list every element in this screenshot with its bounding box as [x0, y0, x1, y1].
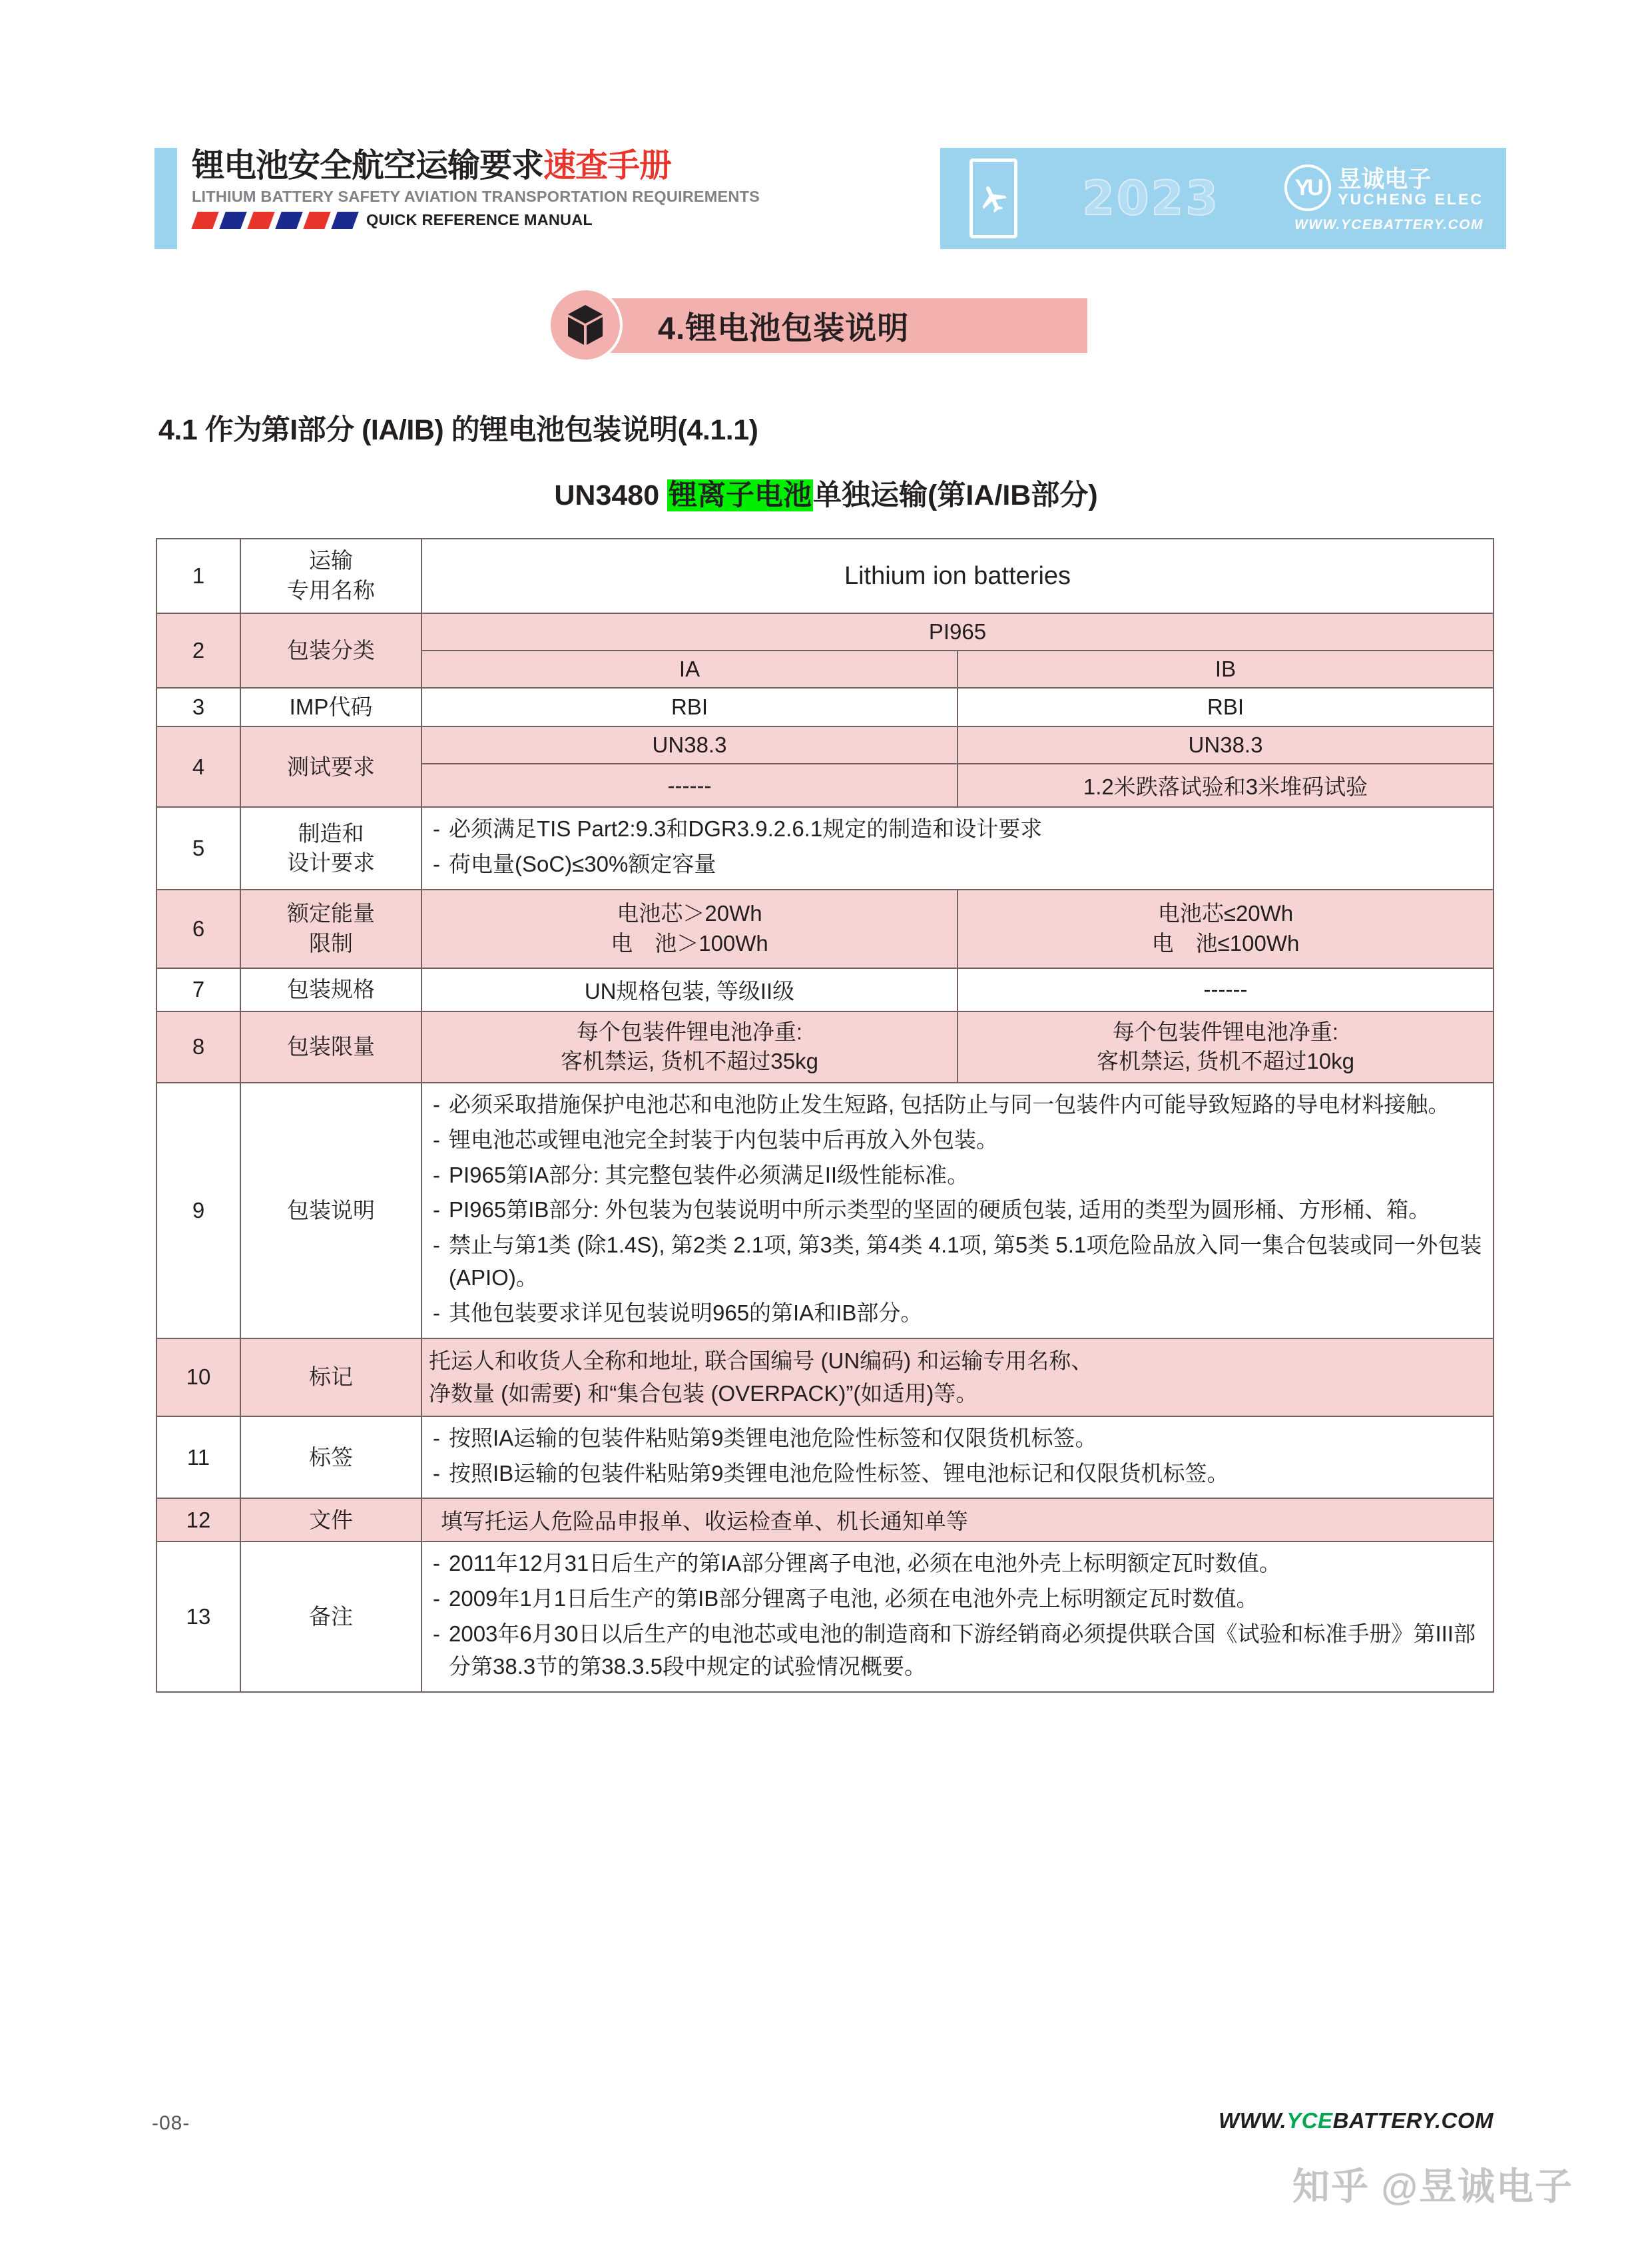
caption-un-number: UN3480 — [554, 479, 668, 511]
row-label-9: 包装说明 — [240, 1083, 421, 1338]
row-label-10: 标记 — [240, 1338, 421, 1416]
package-cube-glyph — [566, 304, 605, 346]
row-10-line1: 托运人和收货人全称和地址, 联合国编号 (UN编码) 和运输专用名称、 — [429, 1348, 1093, 1373]
stripe-red-2 — [247, 212, 274, 229]
row-6-value-ib — [958, 890, 1494, 968]
row-4-value-ia-bottom: ------ — [421, 764, 958, 807]
row-label-1 — [240, 539, 421, 613]
row-6-ib-line1: 电池芯≤20Wh — [1157, 901, 1294, 926]
list-item: - 2003年6月30日以后生产的电池芯或电池的制造商和下游经销商必须提供联合国《试验和标准手册》第III部分第38.3节的第38.3.5段中规定的试验情况概要。 — [429, 1618, 1486, 1683]
row-5-value-manufacture-design — [421, 807, 1494, 890]
list-item: - 必须采取措施保护电池芯和电池防止发生短路, 包括防止与同一包装件内可能导致短路的导电材料接触。 — [429, 1089, 1486, 1121]
brand-website-url: WWW.YCEBATTERY.COM — [1294, 216, 1484, 232]
row-4-value-ib-bottom: 1.2米跌落试验和3米堆码试验 — [958, 764, 1494, 807]
row-10-line2: 净数量 (如需要) 和“集合包装 (OVERPACK)”(如适用)等。 — [429, 1381, 978, 1406]
header-title-chinese — [192, 149, 760, 184]
header-blue-accent-bar — [154, 148, 177, 249]
row-8-value-ib — [958, 1011, 1494, 1083]
table-row — [156, 688, 1494, 726]
table-row — [156, 968, 1494, 1011]
stripe-blue-2 — [275, 212, 302, 229]
row-13-bullet-list — [429, 1547, 1486, 1683]
row-6-value-ia — [421, 890, 958, 968]
row-number-4: 4 — [156, 726, 240, 807]
header-left-titleblock — [154, 148, 940, 249]
table-row — [156, 1011, 1494, 1083]
list-item: - 禁止与第1类 (除1.4S), 第2类 2.1项, 第3类, 第4类 4.1项, 第5类 5.1项危险品放入同一集合包装或同一外包装 (APIO)。 — [429, 1229, 1486, 1294]
caption-highlight-lithium-ion: 锂离子电池 — [669, 479, 812, 511]
column-header-ia: IA — [421, 651, 958, 688]
row-8-ia-line2: 客机禁运, 货机不超过35kg — [561, 1049, 818, 1074]
table-caption-heading — [0, 473, 1652, 513]
row-label-7: 包装规格 — [240, 968, 421, 1011]
row-label-5-line2: 设计要求 — [287, 850, 375, 876]
row-label-6-line2: 限制 — [309, 930, 353, 956]
table-row — [156, 1083, 1494, 1338]
row-8-ib-line1: 每个包装件锂电池净重: — [1112, 1019, 1339, 1044]
row-number-13: 13 — [156, 1541, 240, 1691]
row-number-9: 9 — [156, 1083, 240, 1338]
list-item: - 荷电量(SoC)≤30%额定容量 — [429, 848, 1486, 881]
list-item: - 其他包装要求详见包装说明965的第IA和IB部分。 — [429, 1297, 1486, 1330]
row-6-ia-line2: 电 池＞100Wh — [611, 930, 768, 956]
row-label-11: 标签 — [240, 1416, 421, 1499]
row-number-8: 8 — [156, 1011, 240, 1083]
page-header — [154, 148, 1506, 249]
list-item: - PI965第IA部分: 其完整包装件必须满足II级性能标准。 — [429, 1159, 1486, 1192]
airplane-glyph — [977, 182, 1009, 214]
packing-instruction-table — [156, 538, 1494, 1693]
table-row — [156, 1498, 1494, 1541]
row-label-5-line1: 制造和 — [298, 820, 364, 846]
brand-logo-row — [1284, 164, 1484, 211]
table-row — [156, 539, 1494, 613]
list-item: - 2011年12月31日后生产的第IA部分锂离子电池, 必须在电池外壳上标明额定瓦时数值。 — [429, 1547, 1486, 1580]
table-row — [156, 613, 1494, 651]
flag-stripes-decoration — [192, 212, 356, 229]
table-row — [156, 1541, 1494, 1691]
row-8-ia-line1: 每个包装件锂电池净重: — [576, 1019, 803, 1044]
row-5-bullet-list — [429, 813, 1486, 881]
table-row — [156, 807, 1494, 890]
header-stripes-row — [192, 211, 760, 229]
row-11-bullet-list — [429, 1422, 1486, 1490]
section-banner-title: 4.锂电池包装说明 — [658, 310, 910, 346]
table-row — [156, 1338, 1494, 1416]
row-number-10: 10 — [156, 1338, 240, 1416]
header-title-english: LITHIUM BATTERY SAFETY AVIATION TRANSPORTATION REQUIREMENTS — [192, 187, 760, 205]
row-label-5 — [240, 807, 421, 890]
row-2-value-pi965: PI965 — [421, 613, 1494, 651]
row-label-3: IMP代码 — [240, 688, 421, 726]
row-number-6: 6 — [156, 890, 240, 968]
brand-name-chinese: 昱诚电子 — [1338, 166, 1432, 192]
subsection-heading-4-1: 4.1 作为第I部分 (IA/IB) 的锂电池包装说明(4.1.1) — [158, 414, 758, 446]
row-4-value-ia-top: UN38.3 — [421, 726, 958, 764]
row-6-ia-line1: 电池芯＞20Wh — [617, 901, 762, 926]
list-item: - 按照IB运输的包装件粘贴第9类锂电池危险性标签、锂电池标记和仅限货机标签。 — [429, 1458, 1486, 1490]
row-3-value-ib: RBI — [958, 688, 1494, 726]
row-label-1-line2: 专用名称 — [287, 578, 375, 603]
row-label-6 — [240, 890, 421, 968]
table-row — [156, 726, 1494, 764]
row-8-value-ia — [421, 1011, 958, 1083]
row-7-value-ia: UN规格包装, 等级II级 — [421, 968, 958, 1011]
table-row — [156, 1416, 1494, 1499]
row-4-value-ib-top: UN38.3 — [958, 726, 1494, 764]
header-title-cn-red: 速查手册 — [543, 148, 672, 184]
header-title-cn-black: 锂电池安全航空运输要求 — [192, 148, 544, 184]
footer-website-url — [1219, 2108, 1494, 2133]
row-10-value-marking — [421, 1338, 1494, 1416]
row-label-6-line1: 额定能量 — [287, 901, 375, 926]
row-number-12: 12 — [156, 1498, 240, 1541]
header-quick-reference-manual: QUICK REFERENCE MANUAL — [366, 210, 593, 228]
row-number-3: 3 — [156, 688, 240, 726]
row-number-7: 7 — [156, 968, 240, 1011]
header-year: 2023 — [1082, 171, 1221, 226]
list-item: - 锂电池芯或锂电池完全封装于内包装中后再放入外包装。 — [429, 1124, 1486, 1157]
brand-name-stack — [1338, 168, 1484, 207]
row-label-1-line1: 运输 — [309, 548, 353, 573]
stripe-blue-1 — [219, 212, 246, 229]
row-label-4: 测试要求 — [240, 726, 421, 807]
row-label-8: 包装限量 — [240, 1011, 421, 1083]
row-11-value-labels — [421, 1416, 1494, 1499]
row-label-13: 备注 — [240, 1541, 421, 1691]
footer-url-battery: BATTERY.COM — [1332, 2108, 1494, 2133]
footer-url-yce: YCE — [1286, 2108, 1333, 2133]
airplane-icon — [969, 158, 1017, 238]
row-12-value-documents: 填写托运人危险品申报单、收运检查单、机长通知单等 — [421, 1498, 1494, 1541]
brand-name-english: YUCHENG ELEC — [1338, 190, 1484, 208]
row-6-ib-line2: 电 池≤100Wh — [1151, 930, 1300, 956]
brand-circle-logo-icon: YU — [1284, 164, 1331, 211]
stripe-blue-3 — [331, 212, 358, 229]
footer-page-number: -08- — [152, 2112, 190, 2134]
column-header-ib: IB — [958, 651, 1494, 688]
row-number-2: 2 — [156, 613, 240, 688]
table-row — [156, 890, 1494, 968]
stripe-red-3 — [303, 212, 330, 229]
section-banner — [561, 298, 1087, 353]
list-item: - 2009年1月1日后生产的第IB部分锂离子电池, 必须在电池外壳上标明额定瓦时数值。 — [429, 1583, 1486, 1615]
brand-logo-block — [1284, 164, 1484, 233]
zhihu-watermark: 知乎 @昱诚电子 — [1292, 2165, 1573, 2207]
header-right-banner — [940, 148, 1506, 249]
stripe-red-1 — [191, 212, 218, 229]
list-item: - PI965第IB部分: 外包装为包装说明中所示类型的坚固的硬质包装, 适用的类型为圆形桶、方形桶、箱。 — [429, 1194, 1486, 1227]
row-label-2: 包装分类 — [240, 613, 421, 688]
list-item: - 必须满足TIS Part2:9.3和DGR3.9.2.6.1规定的制造和设计要求 — [429, 813, 1486, 846]
footer-url-www: WWW. — [1219, 2108, 1287, 2133]
row-3-value-ia: RBI — [421, 688, 958, 726]
row-number-5: 5 — [156, 807, 240, 890]
row-9-bullet-list — [429, 1089, 1486, 1330]
package-cube-icon — [548, 288, 623, 362]
row-label-12: 文件 — [240, 1498, 421, 1541]
row-1-value-proper-shipping-name: Lithium ion batteries — [421, 539, 1494, 613]
row-7-value-ib: ------ — [958, 968, 1494, 1011]
row-8-ib-line2: 客机禁运, 货机不超过10kg — [1097, 1049, 1354, 1074]
row-9-value-packing-instructions — [421, 1083, 1494, 1338]
caption-suffix: 单独运输(第IA/IB部分) — [813, 479, 1098, 511]
header-text-block — [192, 148, 760, 249]
row-13-value-remarks — [421, 1541, 1494, 1691]
row-number-1: 1 — [156, 539, 240, 613]
row-number-11: 11 — [156, 1416, 240, 1499]
list-item: - 按照IA运输的包装件粘贴第9类锂电池危险性标签和仅限货机标签。 — [429, 1422, 1486, 1455]
